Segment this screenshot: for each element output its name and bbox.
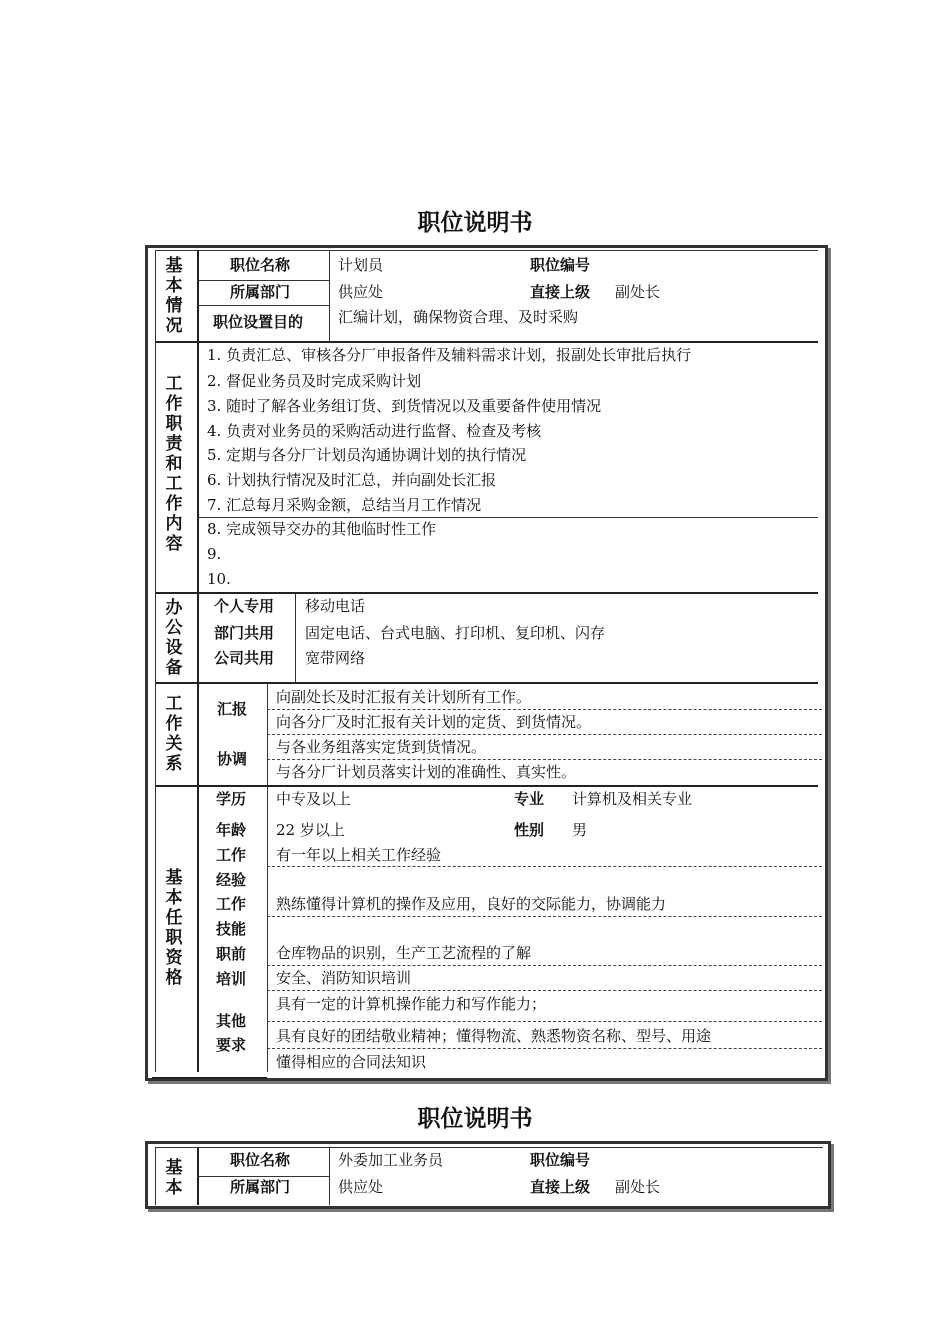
skills-value: 熟练懂得计算机的操作及应用，良好的交际能力，协调能力 [276,895,667,913]
divider [295,594,296,682]
divider [152,1077,267,1079]
company-equipment-label: 公司共用 [214,649,275,667]
superior-value-2: 副处长 [615,1178,661,1196]
coordinate-item: 与各分厂计划员落实计划的准确性、真实性。 [276,763,577,781]
duty-item: 3. 随时了解各业务组订货、到货情况以及重要备件使用情况 [207,397,602,415]
department-value-2: 供应处 [338,1178,384,1196]
skills-label: 工作 [216,895,247,913]
purpose-label: 职位设置目的 [213,313,304,331]
other-req-label: 其他 [216,1012,247,1030]
position-name-label-2: 职位名称 [230,1151,291,1169]
divider [155,1147,823,1148]
company-equipment-value: 宽带网络 [305,649,366,667]
divider [267,787,268,1072]
duty-item: 4. 负责对业务员的采购活动进行监督、检查及考核 [207,422,542,440]
gender-value: 男 [572,821,588,839]
superior-label-2: 直接上级 [530,1178,591,1196]
page-title-2: 职位说明书 [417,1106,533,1132]
other-req-label-2: 要求 [216,1036,247,1054]
training-label-2: 培训 [216,970,247,988]
position-name-value-2: 外委加工业务员 [338,1151,444,1169]
duty-item: 6. 计划执行情况及时汇总，并向副处长汇报 [207,471,497,489]
major-value: 计算机及相关专业 [572,790,693,808]
position-no-label-2: 职位编号 [530,1151,591,1169]
divider [199,1176,329,1177]
duty-item: 5. 定期与各分厂计划员沟通协调计划的执行情况 [207,446,527,464]
age-label: 年龄 [216,821,247,839]
divider [155,785,818,787]
section-label-relations: 工 作 关 系 [165,694,183,774]
duty-item: 1. 负责汇总、审核各分厂申报备件及辅料需求计划，报副处长审批后执行 [207,346,692,364]
training-item: 安全、消防知识培训 [276,969,412,987]
experience-label-2: 经验 [216,871,247,889]
age-value: 22 岁以上 [276,821,345,839]
department-value: 供应处 [338,283,384,301]
education-value: 中专及以上 [276,790,352,808]
position-name-value: 计划员 [338,256,384,274]
superior-label: 直接上级 [530,283,591,301]
dashed-divider [267,965,822,966]
dashed-divider [267,990,822,991]
dashed-divider [267,1048,822,1049]
section-label-basic-2: 基 本 [165,1158,183,1198]
position-no-label: 职位编号 [530,256,591,274]
duty-item: 8. 完成领导交办的其他临时性工作 [207,520,437,538]
dept-equipment-label: 部门共用 [214,624,275,642]
page-title: 职位说明书 [417,210,533,236]
divider [155,341,818,343]
divider [155,250,818,251]
coordinate-label: 协调 [217,750,248,768]
divider [329,250,330,341]
coordinate-item: 向各分厂及时汇报有关计划的定货、到货情况。 [276,713,592,731]
dashed-divider [267,916,822,917]
experience-label: 工作 [216,846,247,864]
gender-label: 性别 [514,821,545,839]
section-label-qualifications: 基 本 任 职 资 格 [165,868,183,988]
section-column-divider [197,250,199,1072]
dashed-divider [267,866,822,867]
duty-item: 7. 汇总每月采购金额，总结当月工作情况 [207,496,482,514]
training-label: 职前 [216,945,247,963]
education-label: 学历 [216,790,247,808]
divider [329,1147,330,1205]
dashed-divider [267,734,822,735]
other-req-item: 懂得相应的合同法知识 [276,1053,427,1071]
skills-label-2: 技能 [216,920,247,938]
other-req-item: 具有良好的团结敬业精神；懂得物流、熟悉物资名称、型号、用途 [276,1027,712,1045]
duty-item: 2. 督促业务员及时完成采购计划 [207,372,422,390]
divider [155,682,818,684]
divider [155,592,818,594]
personal-equipment-value: 移动电话 [305,597,366,615]
coordinate-item: 与各业务组落实定货到货情况。 [276,738,487,756]
dept-equipment-value: 固定电话、台式电脑、打印机、复印机、闪存 [305,624,606,642]
training-item: 仓库物品的识别，生产工艺流程的了解 [276,944,532,962]
department-label-2: 所属部门 [230,1178,291,1196]
major-label: 专业 [514,790,545,808]
section-label-duties: 工 作 职 责 和 工 作 内 容 [165,374,183,554]
purpose-value: 汇编计划，确保物资合理、及时采购 [338,308,579,326]
divider [199,280,329,281]
report-label: 汇报 [217,700,248,718]
frame-inner-left [155,1147,156,1205]
duty-item: 9. [207,545,222,563]
dashed-divider [267,709,822,710]
other-req-item: 具有一定的计算机操作能力和写作能力； [276,995,547,1013]
divider [199,517,818,518]
personal-equipment-label: 个人专用 [214,597,275,615]
duty-item: 10. [207,570,231,588]
frame-inner-left [155,250,156,1072]
dashed-divider [267,1021,822,1022]
report-value: 向副处长及时汇报有关计划所有工作。 [276,688,532,706]
section-label-basic: 基 本 情 况 [165,256,183,336]
divider [199,305,329,306]
superior-value: 副处长 [615,283,661,301]
position-name-label: 职位名称 [230,256,291,274]
dashed-divider [267,759,822,760]
experience-value: 有一年以上相关工作经验 [276,846,442,864]
department-label: 所属部门 [230,283,291,301]
section-label-equipment: 办 公 设 备 [165,598,183,678]
